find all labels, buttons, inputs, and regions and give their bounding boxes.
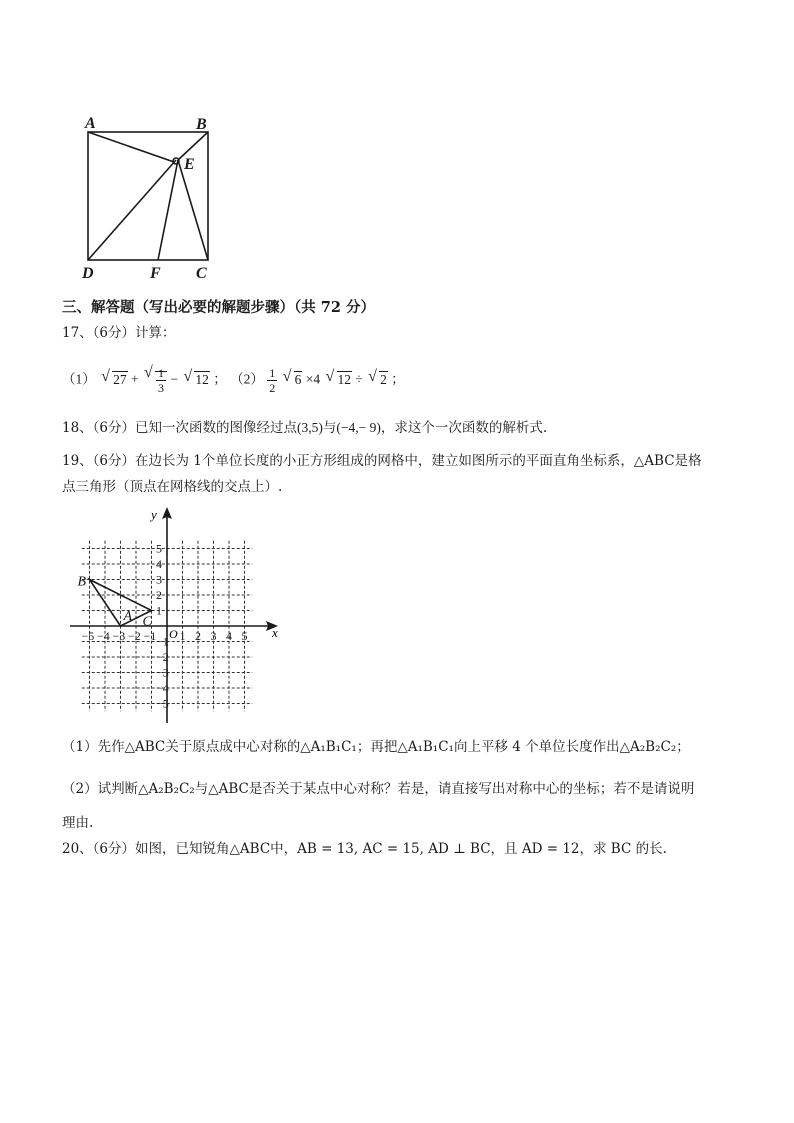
- q17-part2-label: （2）: [230, 371, 264, 387]
- q18-prefix: 18、（6分）已知一次函数的图像经过点: [62, 420, 298, 436]
- q18-mid: 与: [322, 420, 337, 436]
- square-figure: [80, 112, 230, 284]
- x-tick-label: 5: [241, 629, 248, 643]
- vertex-label-c: C: [142, 614, 152, 630]
- segment-ef: [158, 160, 178, 260]
- minus-sign: −: [170, 371, 178, 387]
- square-abcd: [88, 132, 208, 260]
- label-c: C: [196, 265, 207, 282]
- x-axis-label: x: [272, 625, 278, 640]
- y-axis-label: y: [151, 507, 157, 522]
- y-tick-label: −4: [156, 681, 169, 695]
- x-tick-label: −2: [128, 629, 141, 643]
- q19-part1: （1）先作△ABC关于原点成中心对称的△A₁B₁C₁；再把△A₁B₁C₁向上平移 4 个单位长度作出△A₂B₂C₂；: [62, 739, 690, 755]
- q17-heading: 17、（6分）计算：: [62, 325, 176, 341]
- y-tick-label: 1: [156, 603, 162, 618]
- y-tick-label: 3: [156, 572, 162, 587]
- x-tick-label: 1: [179, 629, 186, 643]
- y-tick-label: 5: [156, 541, 162, 556]
- y-tick-label: −3: [156, 665, 169, 680]
- sqrt-2: √ 2: [368, 370, 388, 390]
- y-tick-label: 2: [156, 588, 162, 602]
- q19-line1: 19、（6分）在边长为 1个单位长度的小正方形组成的网格中，建立如图所示的平面直角坐标系，△ABC是格: [62, 453, 702, 469]
- section-title: 三、解答题（写出必要的解题步骤）（共 72 分）: [62, 299, 376, 316]
- times-sign: ×4: [305, 371, 321, 387]
- sqrt-one-third: √ $\frac{1}{3}$: [144, 366, 167, 395]
- x-tick-label: −4: [97, 629, 110, 643]
- end-mark: ；: [391, 371, 405, 387]
- vertex-label-b: B: [77, 574, 87, 590]
- fraction-one-half: $\frac{1}{2}$: [269, 366, 276, 395]
- q18-point1: (3,5): [297, 420, 323, 435]
- q19-part2-line1: （2）试判断△A₂B₂C₂与△ABC是否关于某点中心对称？若是，请直接写出对称中心的坐标；若不是请说明: [62, 781, 695, 797]
- sqrt-27: √ 27: [101, 370, 128, 390]
- x-tick-label: 4: [226, 629, 232, 643]
- plus-sign: +: [131, 371, 139, 387]
- label-e: E: [184, 156, 195, 173]
- label-d: D: [82, 265, 94, 282]
- x-tick-label: 2: [195, 629, 201, 643]
- y-tick-label: −5: [156, 696, 169, 711]
- q17-expressions: [62, 366, 405, 395]
- q20-text: 20、（6分）如图，已知锐角△ABC中，AB = 13, AC = 15, AD ⊥ BC，且 AD = 12，求 BC 的长.: [62, 841, 667, 857]
- x-tick-label: −1: [143, 629, 157, 643]
- q19-part2-line2: 理由.: [62, 815, 94, 831]
- y-tick-label: 4: [156, 557, 162, 571]
- vertex-label-a: A: [123, 609, 133, 624]
- divide-sign: ÷: [355, 371, 363, 387]
- q18-point2: (−4,− 9): [336, 420, 381, 435]
- sqrt-6: √ 6: [283, 370, 303, 390]
- x-tick-label: −5: [81, 629, 95, 643]
- y-tick-label: −2: [156, 650, 169, 664]
- segment-ec: [178, 160, 208, 260]
- separator: ；: [213, 371, 227, 387]
- origin-label: O: [169, 627, 178, 641]
- label-f: F: [150, 265, 161, 282]
- x-tick-label: −3: [112, 629, 126, 643]
- segment-ae: [88, 132, 174, 162]
- q18-text: [62, 418, 547, 438]
- label-b: B: [196, 116, 207, 133]
- y-tick-label: −1: [156, 634, 169, 649]
- sqrt-12-b: √ 12: [326, 370, 353, 390]
- q17-part1-label: （1）: [62, 371, 96, 387]
- x-tick-label: 3: [210, 629, 217, 643]
- label-a: A: [85, 115, 96, 132]
- coordinate-grid: [66, 505, 288, 727]
- segment-de: [88, 160, 176, 260]
- q18-suffix: ，求这个一次函数的解析式.: [380, 420, 548, 436]
- sqrt-12: √ 12: [183, 370, 210, 390]
- q19-line2: 点三角形（顶点在网格线的交点上）.: [62, 479, 283, 495]
